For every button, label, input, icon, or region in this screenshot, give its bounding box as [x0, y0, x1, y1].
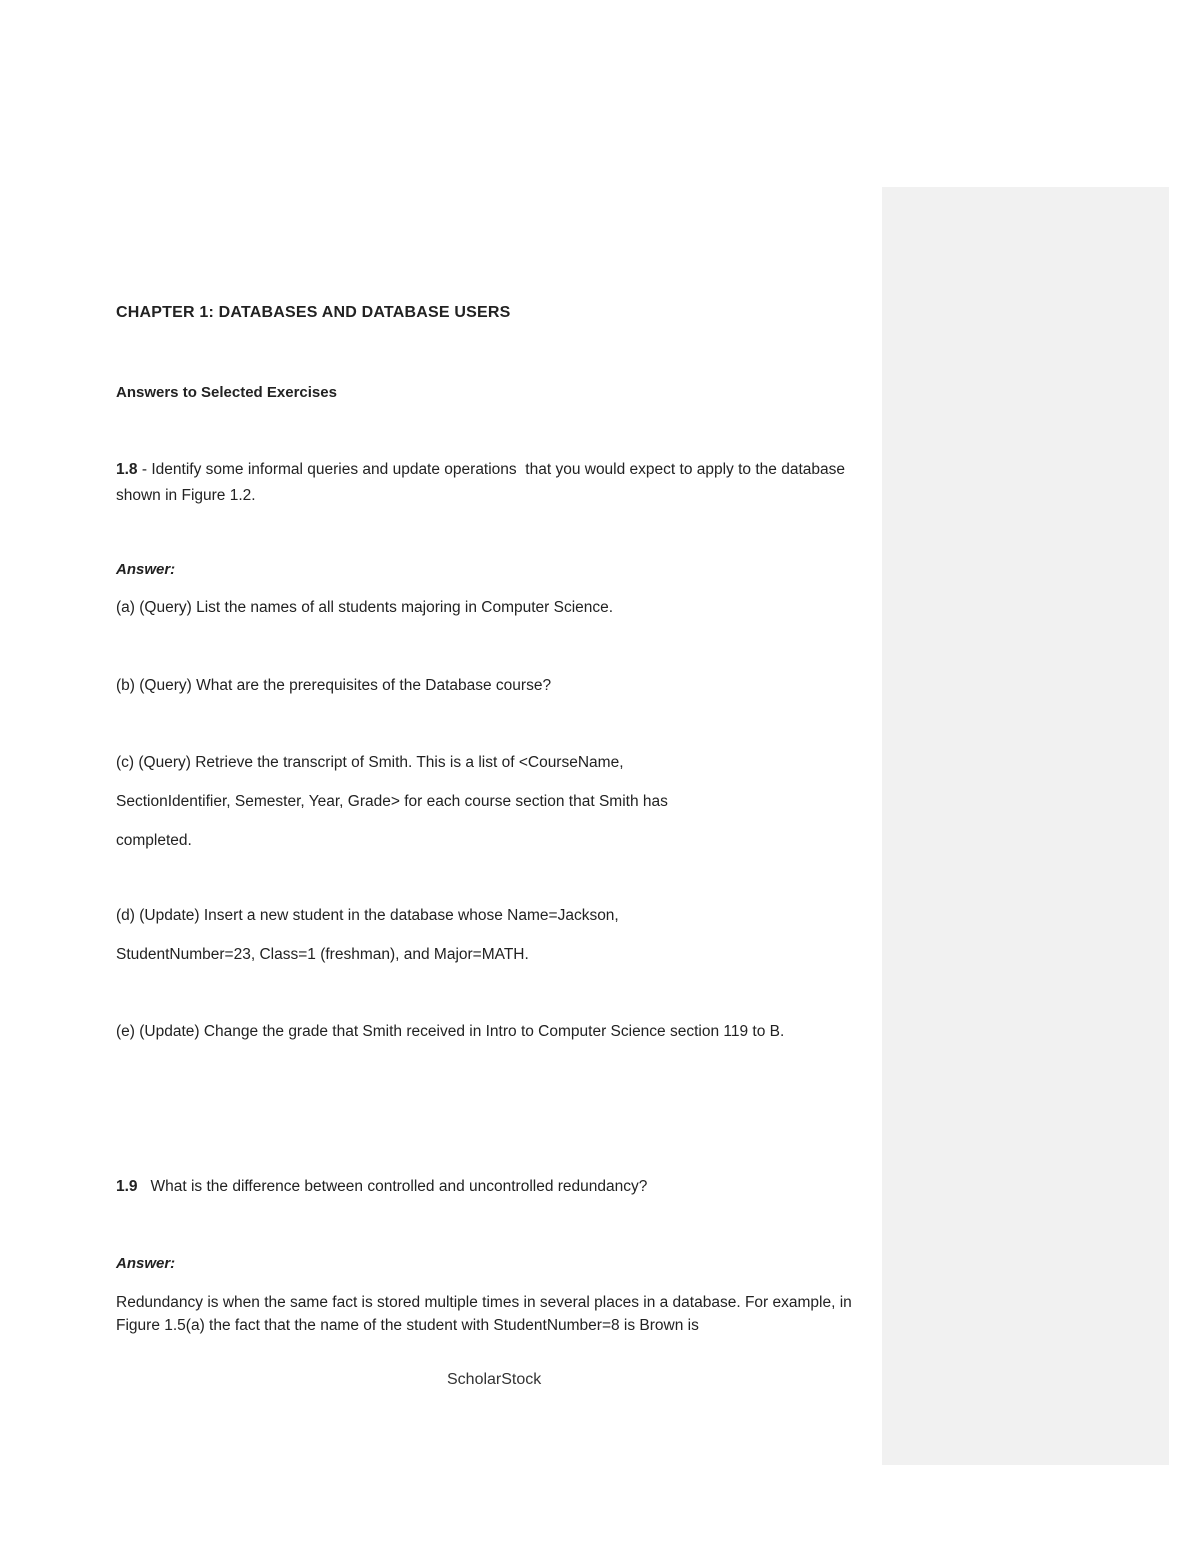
exercise-question-text: What is the difference between controlled and uncontrolled redundancy? [150, 1178, 648, 1195]
answer-label-1-9: Answer: [116, 1255, 176, 1272]
comment-margin-pane [882, 187, 1169, 1465]
exercise-1-8-question [116, 457, 850, 509]
answer-item-a: (a) (Query) List the names of all students majoring in Computer Science. [116, 599, 614, 616]
chapter-title: CHAPTER 1: DATABASES AND DATABASE USERS [116, 304, 511, 321]
exercise-number: 1.9 [116, 1178, 138, 1195]
answer-item-c: (c) (Query) Retrieve the transcript of Smith. This is a list of <CourseName, SectionIdentifier, Semester, Year, Grade> for each course section that Smith has completed. [116, 754, 668, 849]
exercise-separator: - [137, 461, 152, 478]
answer-label-1-8: Answer: [116, 561, 176, 578]
answer-text-1-9: Redundancy is when the same fact is stored multiple times in several places in a database. For example, in Figure 1.5(a) the fact that the name of the student with StudentNumber=8 is Brown is [116, 1294, 852, 1334]
answer-item-e: (e) (Update) Change the grade that Smith received in Intro to Computer Science section 119 to B. [116, 1023, 785, 1040]
answer-item-b: (b) (Query) What are the prerequisites of the Database course? [116, 677, 552, 694]
section-heading: Answers to Selected Exercises [116, 384, 337, 401]
exercise-number: 1.8 [116, 461, 138, 478]
answer-item-d: (d) (Update) Insert a new student in the database whose Name=Jackson, StudentNumber=23, Class=1 (freshman), and Major=MATH. [116, 907, 619, 963]
exercise-question-text: Identify some informal queries and update operations that you would expect to apply to the database shown in Figure 1.2. [116, 461, 850, 504]
exercise-separator [138, 1178, 151, 1195]
exercise-1-9-question [116, 1174, 846, 1200]
page-footer: ScholarStock [447, 1371, 542, 1388]
